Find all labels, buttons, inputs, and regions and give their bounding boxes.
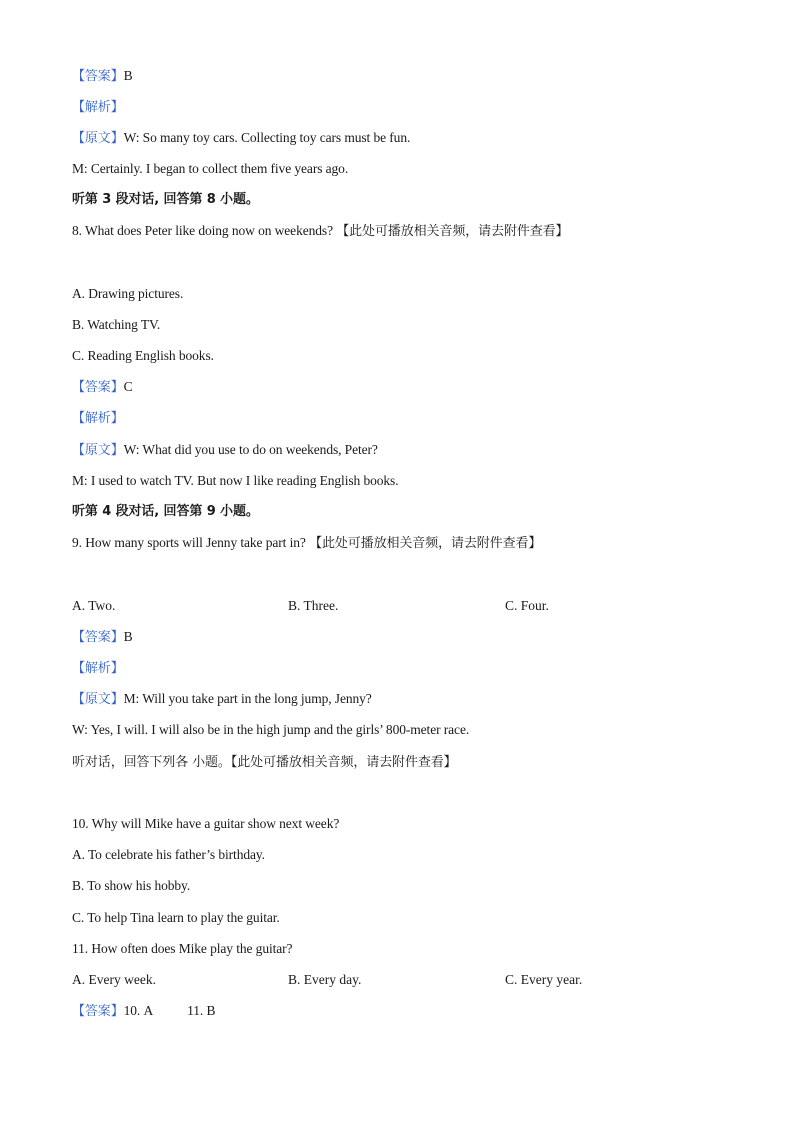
original-m-text: M: Certainly. I began to collect them five years ago. bbox=[72, 161, 349, 176]
answer-11: 11. B bbox=[187, 1003, 216, 1018]
analysis-tag: 【解析】 bbox=[72, 411, 124, 426]
answer-value: B bbox=[123, 68, 133, 83]
answer-line-10-11 bbox=[72, 1003, 215, 1020]
question-10: 10. Why will Mike have a guitar show next week? bbox=[72, 816, 340, 831]
question-9 bbox=[72, 535, 541, 552]
section-heading-4: 听第 4 段对话, 回答第 9 小题。 bbox=[72, 504, 259, 519]
answer-value: B bbox=[123, 629, 133, 644]
q8-option-a: A. Drawing pictures. bbox=[72, 286, 184, 301]
q9-option-a: A. Two. bbox=[72, 598, 116, 613]
original-tag: 【原文】 bbox=[72, 692, 124, 707]
original-line-8 bbox=[72, 442, 378, 459]
q11-option-a: A. Every week. bbox=[72, 972, 156, 987]
q10-option-c: C. To help Tina learn to play the guitar. bbox=[72, 910, 280, 925]
answer-tag: 【答案】 bbox=[72, 630, 124, 645]
answer-line-9 bbox=[72, 629, 133, 646]
original-tag: 【原文】 bbox=[72, 443, 124, 458]
q10-option-b: B. To show his hobby. bbox=[72, 878, 191, 893]
audio-note: 【此处可播放相关音频，请去附件查看】 bbox=[309, 536, 542, 551]
original-tag: 【原文】 bbox=[72, 131, 124, 146]
q11-option-b: B. Every day. bbox=[288, 972, 362, 987]
question-11: 11. How often does Mike play the guitar? bbox=[72, 941, 293, 956]
q10-option-a: A. To celebrate his father’s birthday. bbox=[72, 847, 265, 862]
analysis-line-9 bbox=[72, 660, 124, 677]
original-w-text: W: Yes, I will. I will also be in the high jump and the girls’ 800-meter race. bbox=[72, 722, 470, 737]
q9-option-c: C. Four. bbox=[505, 598, 549, 613]
question-9-text: 9. How many sports will Jenny take part in? bbox=[72, 535, 310, 550]
audio-note: 【此处可播放相关音频，请去附件查看】 bbox=[230, 755, 457, 770]
q9-option-b: B. Three. bbox=[288, 598, 339, 613]
original-m-line-8 bbox=[72, 473, 398, 489]
answer-tag: 【答案】 bbox=[72, 380, 124, 395]
original-w-text: W: What did you use to do on weekends, Peter? bbox=[123, 442, 378, 457]
answer-value: C bbox=[123, 379, 133, 394]
listen-dialog-text: 听对话，回答下列各 小题。 bbox=[72, 755, 231, 770]
original-m-text: M: Will you take part in the long jump, Jenny? bbox=[123, 691, 372, 706]
answer-tag: 【答案】 bbox=[72, 69, 124, 84]
audio-note: 【此处可播放相关音频，请去附件查看】 bbox=[336, 224, 569, 239]
analysis-line-8 bbox=[72, 410, 124, 427]
section-heading-3: 听第 3 段对话, 回答第 8 小题。 bbox=[72, 192, 259, 207]
answer-line-7 bbox=[72, 68, 133, 85]
question-8 bbox=[72, 223, 568, 240]
original-line-9 bbox=[72, 691, 372, 708]
answer-line-8 bbox=[72, 379, 133, 396]
original-m-line-7 bbox=[72, 161, 348, 177]
analysis-line-7 bbox=[72, 99, 124, 116]
original-m-text: M: I used to watch TV. But now I like reading English books. bbox=[72, 473, 399, 488]
q8-option-b: B. Watching TV. bbox=[72, 317, 161, 332]
analysis-tag: 【解析】 bbox=[72, 100, 124, 115]
answer-tag: 【答案】 bbox=[72, 1004, 124, 1019]
question-8-text: 8. What does Peter like doing now on weekends? bbox=[72, 223, 337, 238]
answer-10: 10. A bbox=[123, 1003, 154, 1018]
original-w-line-9 bbox=[72, 722, 469, 738]
analysis-tag: 【解析】 bbox=[72, 661, 124, 676]
original-w-text: W: So many toy cars. Collecting toy cars must be fun. bbox=[123, 130, 411, 145]
q8-option-c: C. Reading English books. bbox=[72, 348, 214, 363]
listen-dialog-instruction bbox=[72, 754, 457, 771]
q11-option-c: C. Every year. bbox=[505, 972, 583, 987]
original-line-7 bbox=[72, 130, 410, 147]
